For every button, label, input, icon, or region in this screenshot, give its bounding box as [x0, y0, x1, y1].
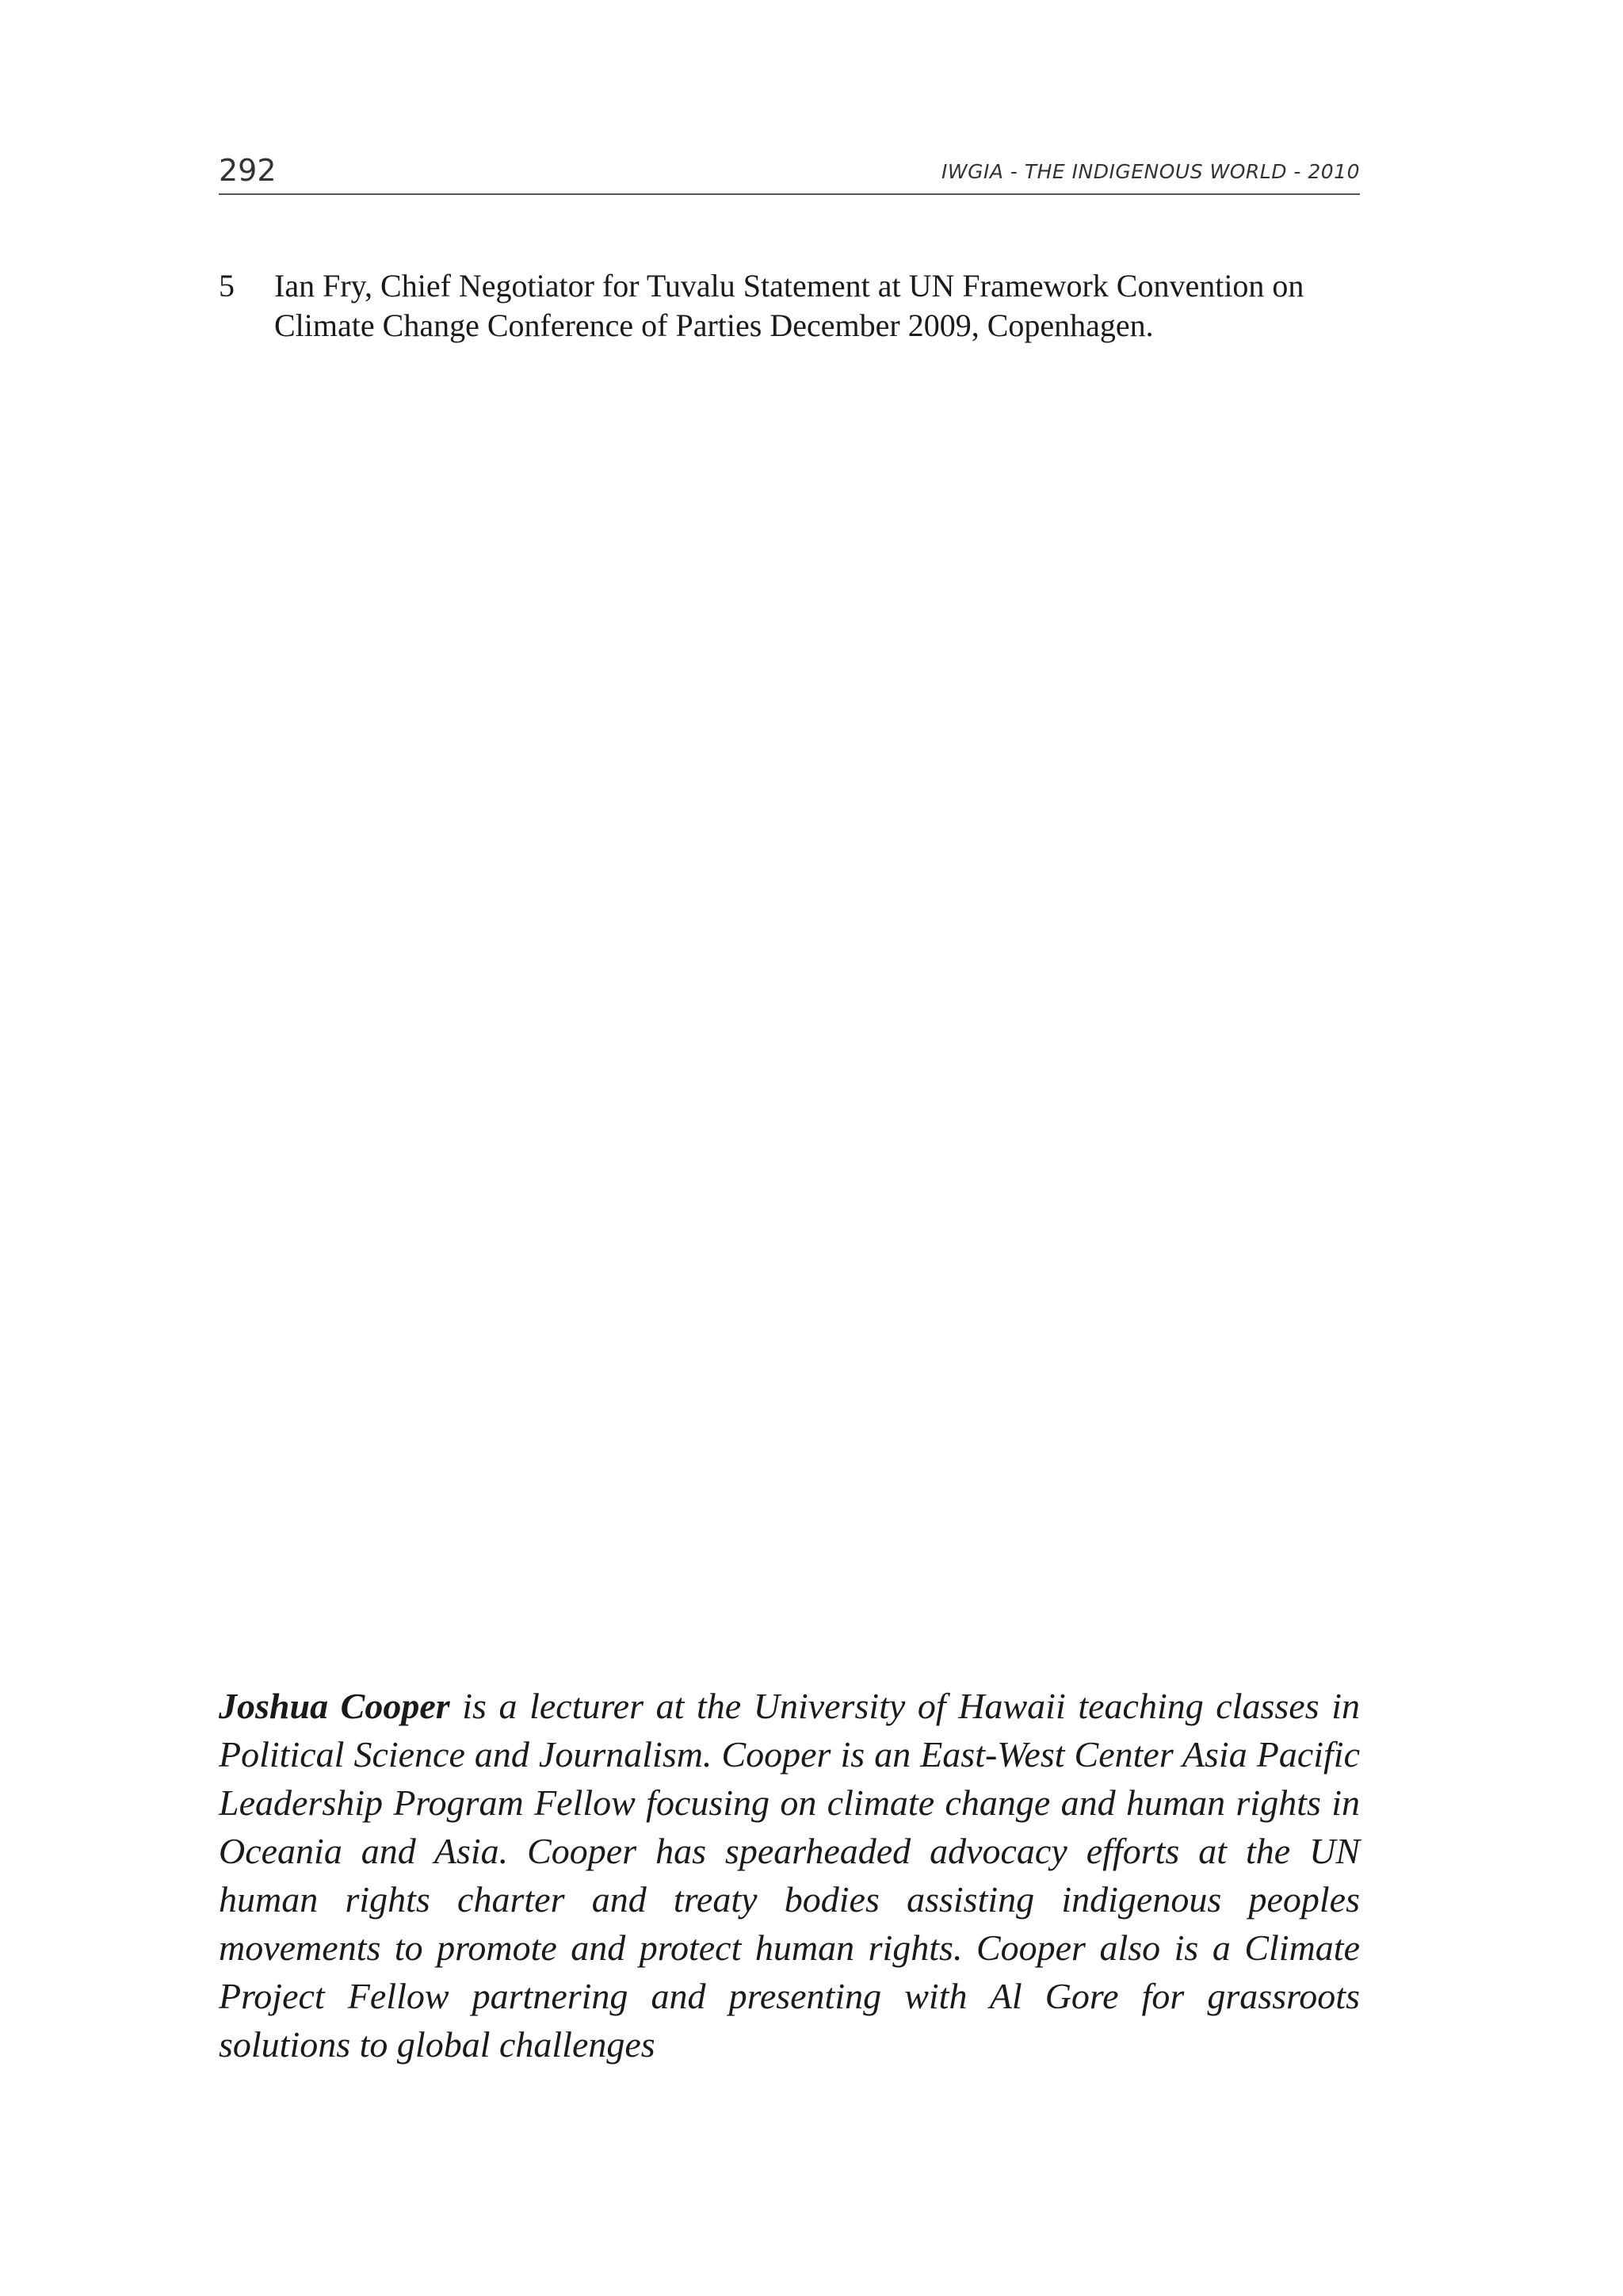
- running-head: IWGIA - THE INDIGENOUS WORLD - 2010: [941, 160, 1360, 183]
- footnote-text: Ian Fry, Chief Negotiator for Tuvalu Statement at UN Framework Convention on Climate Change Conference of Parties December 2009, Copenhagen.: [274, 268, 1304, 343]
- footnote: [219, 266, 1360, 346]
- page-header: [219, 152, 1360, 195]
- author-name: Joshua Cooper: [219, 1686, 450, 1726]
- page-number: 292: [219, 153, 277, 188]
- author-bio: [219, 1682, 1360, 2069]
- footnote-number: 5: [219, 268, 235, 304]
- author-bio-text: is a lecturer at the University of Hawaii teaching classes in Political Science and Journalism. Cooper is an East-West Center Asia Pacific Leadership Program Fellow focusing on climate change and human rights in Oceania and Asia. Cooper has spearheaded advocacy efforts at the UN human rights charter and treaty bodies assisting indigenous peoples movements to promote and protect human rights. Cooper also is a Climate Project Fellow partnering and presenting with Al Gore for grassroots solutions to global challenges: [219, 1686, 1360, 2065]
